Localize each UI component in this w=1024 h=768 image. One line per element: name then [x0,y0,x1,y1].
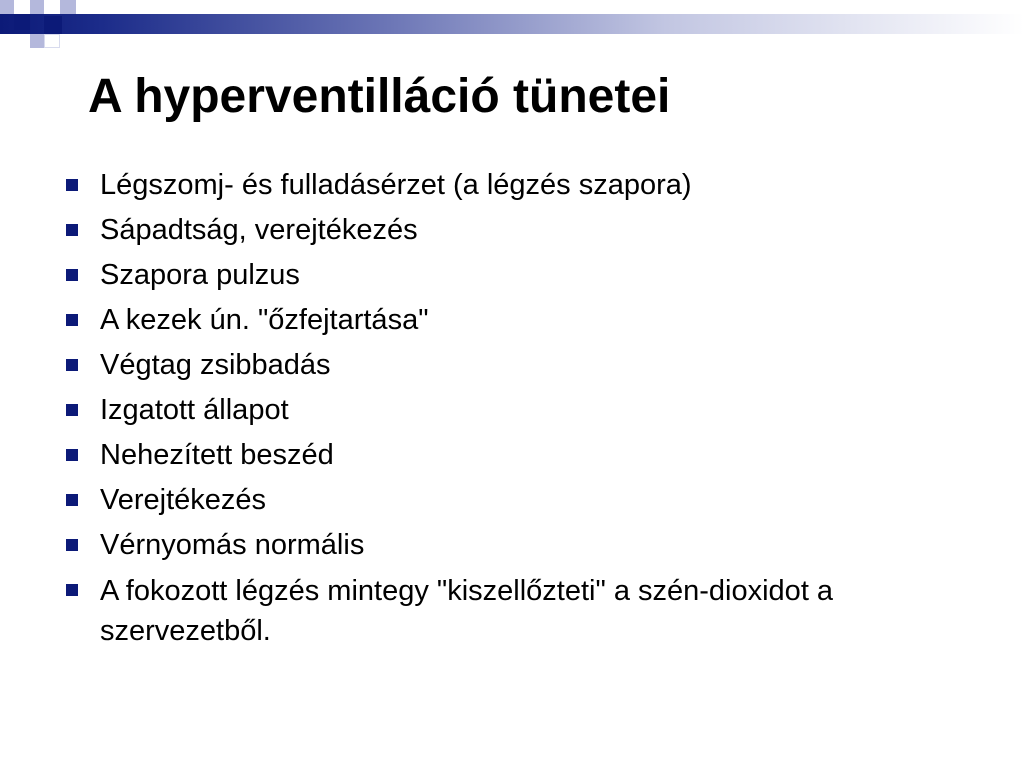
square-bullet-icon [66,494,78,506]
square-bullet-icon [66,179,78,191]
corner-square [46,0,60,14]
bullet-text: Légszomj- és fulladásérzet (a légzés szapora) [100,169,692,201]
header-gradient-bar [0,14,1024,34]
square-bullet-icon [66,404,78,416]
bullet-text: Nehezített beszéd [100,439,334,471]
bullet-item [62,388,972,433]
square-bullet-icon [66,224,78,236]
bullet-text: Vérnyomás normális [100,529,365,561]
bullet-item [62,298,972,343]
square-bullet-icon [66,539,78,551]
bullet-item [62,568,972,651]
corner-square [44,34,60,48]
square-bullet-icon [66,449,78,461]
bullet-text: Verejtékezés [100,484,267,516]
bullet-text: Szapora pulzus [100,259,300,291]
bullet-item [62,208,972,253]
bullet-item [62,478,972,523]
corner-square [14,14,30,30]
bullet-text: Végtag zsibbadás [100,349,331,381]
corner-squares-decoration [0,0,80,60]
square-bullet-icon [66,314,78,326]
bullet-item [62,343,972,388]
bullet-list [62,163,972,651]
square-bullet-icon [66,269,78,281]
corner-square [44,16,62,34]
corner-square [60,0,76,14]
bullet-item [62,253,972,298]
bullet-text: Izgatott állapot [100,394,289,426]
bullet-item [62,433,972,478]
square-bullet-icon [66,359,78,371]
bullet-item [62,523,972,568]
corner-square [30,34,44,48]
corner-square [0,0,14,14]
bullet-item [62,163,972,208]
square-bullet-icon [66,584,78,596]
bullet-text: A fokozott légzés mintegy "kiszellőzteti" a szén-dioxidot a szervezetből. [100,575,834,647]
bullet-text: Sápadtság, verejtékezés [100,214,418,246]
bullet-text: A kezek ún. "őzfejtartása" [100,304,429,336]
slide-title: A hyperventilláció tünetei [88,70,671,123]
corner-square [30,0,44,14]
